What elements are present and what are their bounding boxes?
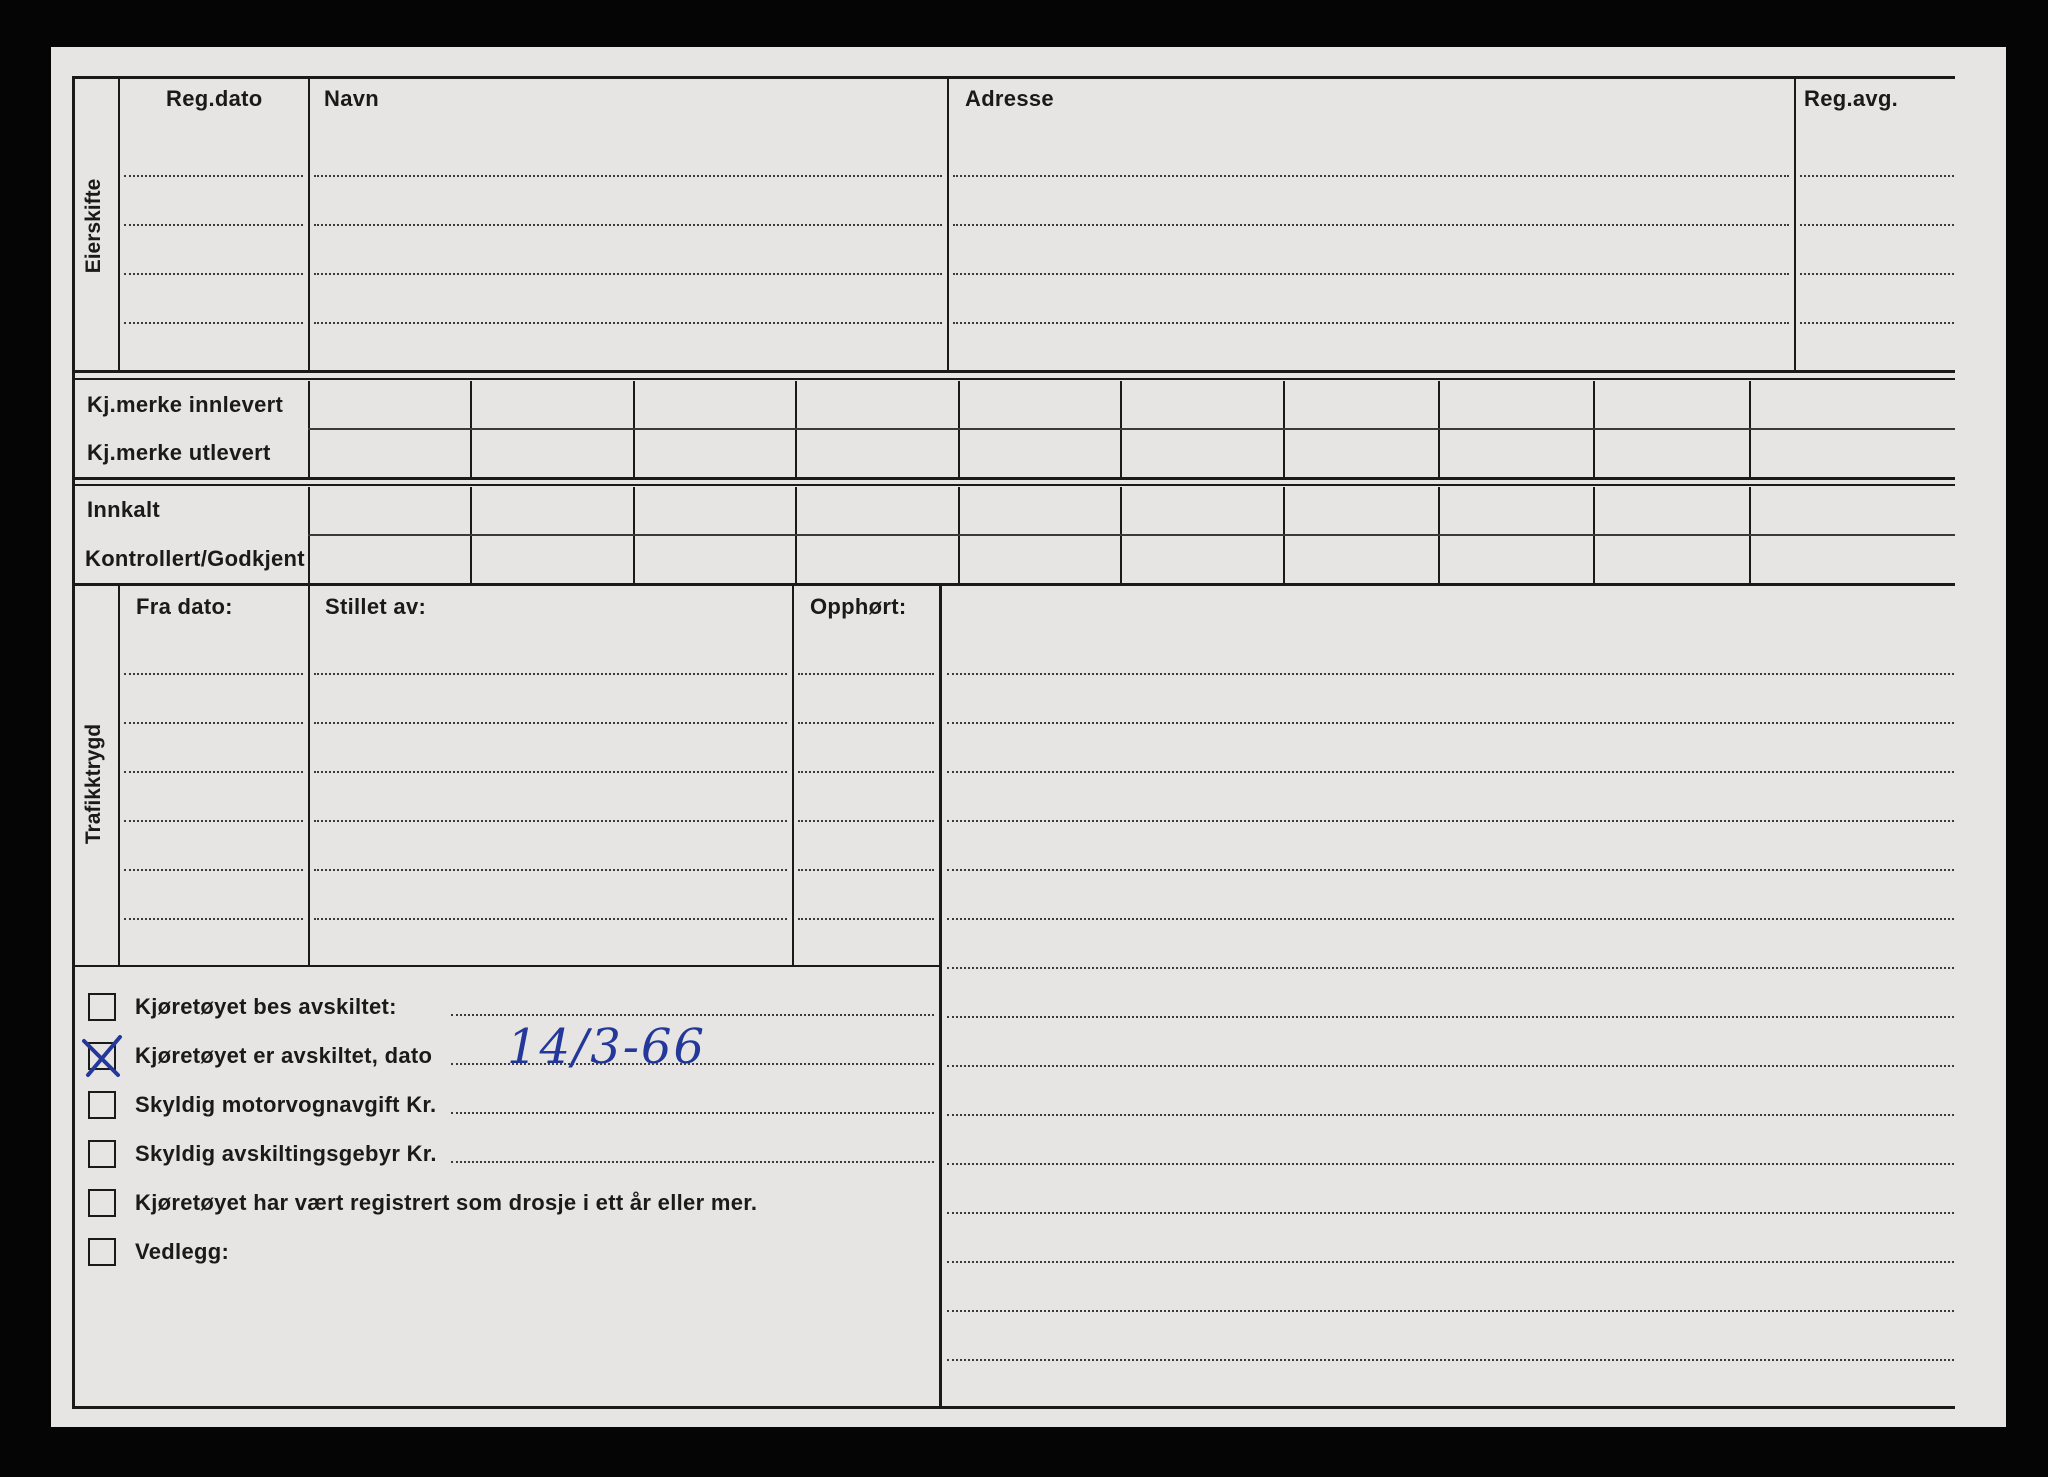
note-line-14[interactable] [947, 1310, 1954, 1312]
eierskifte-navn-line-3[interactable] [314, 273, 942, 275]
eierskifte-regdato-line-3[interactable] [124, 273, 303, 275]
checkbox-er-avskiltet[interactable] [88, 1042, 116, 1070]
trafikktrygd-divider [118, 586, 120, 965]
trygd-stillet-line-5[interactable] [314, 869, 787, 871]
trygd-opphort-line-3[interactable] [798, 771, 934, 773]
eierskifte-regavg-line-4[interactable] [1800, 322, 1954, 324]
bottom-border [72, 1406, 1955, 1409]
kjmerke-innlevert-label: Kj.merke innlevert [87, 392, 284, 417]
checkbox-bes-avskiltet[interactable] [88, 993, 116, 1021]
separator-1a [72, 370, 1955, 373]
note-line-9[interactable] [947, 1065, 1954, 1067]
note-line-2[interactable] [947, 722, 1954, 724]
registration-card [51, 47, 2006, 1427]
eierskifte-regdato-line-2[interactable] [124, 224, 303, 226]
fradato-header: Fra dato: [136, 594, 233, 619]
eierskifte-navn-line-1[interactable] [314, 175, 942, 177]
avskiltet-date-handwritten: 14/3-66 [507, 1019, 707, 1075]
trygd-fradato-line-6[interactable] [124, 918, 303, 920]
note-line-12[interactable] [947, 1212, 1954, 1214]
opphort-divider [939, 586, 942, 1406]
trygd-fradato-line-3[interactable] [124, 771, 303, 773]
opphort-header: Opphørt: [810, 594, 907, 619]
note-line-13[interactable] [947, 1261, 1954, 1263]
checkbox-vedlegg[interactable] [88, 1238, 116, 1266]
drosje-label: Kjøretøyet har vært registrert som drosje i ett år eller mer. [135, 1190, 758, 1215]
note-line-5[interactable] [947, 869, 1954, 871]
note-line-8[interactable] [947, 1016, 1954, 1018]
eierskifte-adresse-line-1[interactable] [953, 175, 1789, 177]
checkbox-drosje[interactable] [88, 1189, 116, 1217]
eierskifte-regavg-line-3[interactable] [1800, 273, 1954, 275]
check-mark-icon [80, 1035, 124, 1079]
eierskifte-regavg-line-1[interactable] [1800, 175, 1954, 177]
stillet-header: Stillet av: [325, 594, 427, 619]
trygd-fradato-line-5[interactable] [124, 869, 303, 871]
separator-3 [72, 583, 1955, 586]
checkbox-motorvognavgift[interactable] [88, 1091, 116, 1119]
trygd-opphort-line-6[interactable] [798, 918, 934, 920]
trygd-opphort-line-2[interactable] [798, 722, 934, 724]
godkjent-label: Kontrollert/Godkjent [85, 546, 305, 571]
motorvognavgift-label: Skyldig motorvognavgift Kr. [135, 1092, 437, 1117]
avskiltingsgebyr-label: Skyldig avskiltingsgebyr Kr. [135, 1141, 437, 1166]
separator-2a [72, 477, 1955, 480]
avskiltingsgebyr-line[interactable] [451, 1161, 934, 1163]
left-border [72, 76, 75, 1406]
regdato-header: Reg.dato [166, 86, 263, 111]
kontroll-mid-line [308, 534, 1955, 536]
eierskifte-regavg-line-2[interactable] [1800, 224, 1954, 226]
regdato-divider [308, 79, 310, 370]
eierskifte-navn-line-2[interactable] [314, 224, 942, 226]
note-line-4[interactable] [947, 820, 1954, 822]
trygd-fradato-line-1[interactable] [124, 673, 303, 675]
note-line-7[interactable] [947, 967, 1954, 969]
eierskifte-adresse-line-2[interactable] [953, 224, 1789, 226]
bes-avskiltet-line[interactable] [451, 1014, 934, 1016]
innkalt-label: Innkalt [87, 497, 160, 522]
eierskifte-regdato-line-4[interactable] [124, 322, 303, 324]
top-border [72, 76, 1955, 79]
trygd-stillet-line-1[interactable] [314, 673, 787, 675]
trygd-fradato-line-2[interactable] [124, 722, 303, 724]
eierskifte-divider [118, 79, 120, 370]
navn-header: Navn [324, 86, 379, 111]
note-line-11[interactable] [947, 1163, 1954, 1165]
fradato-divider [308, 586, 310, 965]
stillet-divider [792, 586, 794, 965]
eierskifte-navn-line-4[interactable] [314, 322, 942, 324]
trygd-stillet-line-4[interactable] [314, 820, 787, 822]
adresse-divider [1794, 79, 1796, 370]
trygd-stillet-line-6[interactable] [314, 918, 787, 920]
checkbox-avskiltingsgebyr[interactable] [88, 1140, 116, 1168]
kjmerke-utlevert-label: Kj.merke utlevert [87, 440, 271, 465]
trafikktrygd-bottom [72, 965, 941, 967]
kjmerke-mid-line [308, 428, 1955, 430]
bes-avskiltet-label: Kjøretøyet bes avskiltet: [135, 994, 397, 1019]
adresse-header: Adresse [965, 86, 1054, 111]
motorvognavgift-line[interactable] [451, 1112, 934, 1114]
trafikktrygd-label: Trafikktrygd [82, 723, 105, 845]
er-avskiltet-label: Kjøretøyet er avskiltet, dato [135, 1043, 433, 1068]
trygd-stillet-line-3[interactable] [314, 771, 787, 773]
note-line-10[interactable] [947, 1114, 1954, 1116]
note-line-1[interactable] [947, 673, 1954, 675]
trygd-stillet-line-2[interactable] [314, 722, 787, 724]
note-line-15[interactable] [947, 1359, 1954, 1361]
note-line-3[interactable] [947, 771, 1954, 773]
vedlegg-label: Vedlegg: [135, 1239, 230, 1264]
eierskifte-adresse-line-4[interactable] [953, 322, 1789, 324]
eierskifte-label: Eierskifte [82, 178, 105, 274]
regavg-header: Reg.avg. [1804, 86, 1899, 111]
trygd-opphort-line-4[interactable] [798, 820, 934, 822]
trygd-opphort-line-5[interactable] [798, 869, 934, 871]
note-line-6[interactable] [947, 918, 1954, 920]
navn-divider [947, 79, 949, 370]
trygd-opphort-line-1[interactable] [798, 673, 934, 675]
separator-2b [72, 484, 1955, 486]
eierskifte-regdato-line-1[interactable] [124, 175, 303, 177]
trygd-fradato-line-4[interactable] [124, 820, 303, 822]
separator-1b [72, 378, 1955, 380]
eierskifte-adresse-line-3[interactable] [953, 273, 1789, 275]
